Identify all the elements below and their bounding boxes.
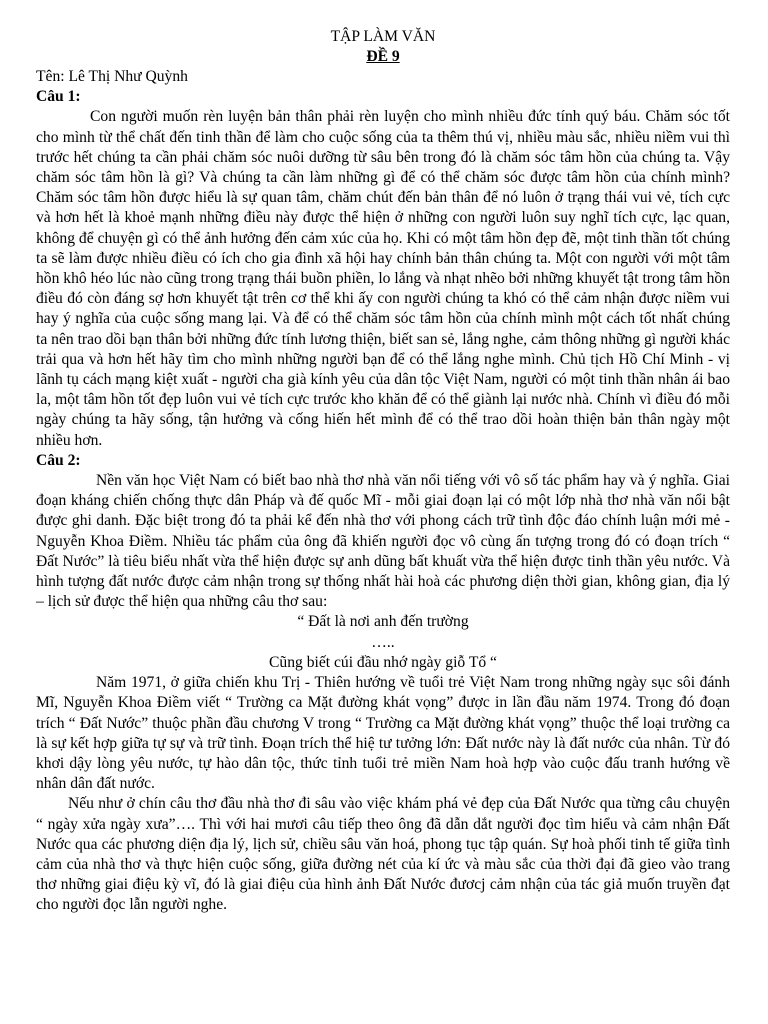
author-line: Tên: Lê Thị Như Quỳnh [36, 68, 188, 85]
section2-paragraph-2: Năm 1971, ở giữa chiến khu Trị - Thiên hướng về tuổi trẻ Việt Nam trong những ngày sục sôi đánh Mĩ, Nguyễn Khoa Điềm viết “ Trường ca Mặt đường khát vọng” được in lần đầu năm 1974. Trong đó đoạn trích “ Đất Nước” thuộc phần đầu chương V trong “ Trường ca Mặt đường khát vọng” thuộc thể loại trường ca là sự kết hợp giữa tự sự và trữ tình. Đoạn trích thể hiệ tư tưởng lớn: Đất nước này là đất nước của nhân. Từ đó khơi dậy lòng yêu nước, tự hào dân tộc, thức tỉnh tuổi trẻ miền Nam hoà hợp vào cuộc đấu tranh hướng về nhân dân đất nước. [36, 674, 730, 793]
section2-paragraph-3: Nếu như ở chín câu thơ đầu nhà thơ đi sâu vào việc khám phá vẻ đẹp của Đất Nước qua từng câu chuyện “ ngày xửa ngày xưa”…. Thì với hai mươi câu tiếp theo ông đã dẫn dắt người đọc tìm hiểu và cảm nhận Đất Nước qua các phương diện địa lý, lịch sử, chiều sâu văn hoá, phong tục tập quán. Sự hoà phối tinh tế giữa tình cảm của nhà thơ và thực hiện cuộc sống, giữa đường nét của kí ức và màu sắc của thời đại đã gieo vào trang thơ những giai điệu kỳ vĩ, đó là giai điệu của hình ảnh Đất Nước đươcj cảm nhận của tác giả muốn truyền đạt cho người đọc lẫn người nghe. [36, 795, 730, 914]
section2-paragraph-1: Nền văn học Việt Nam có biết bao nhà thơ nhà văn nổi tiếng với vô số tác phẩm hay và ý nghĩa. Giai đoạn kháng chiến chống thực dân Pháp và đế quốc Mĩ - mỗi giai đoạn lại có một lớp nhà thơ nhà văn nổi bật được ghi danh. Đặc biệt trong đó ta phải kể đến nhà thơ với phong cách trữ tình độc đáo chính luận mới mẻ - Nguyễn Khoa Điềm. Nhiều tác phẩm của ông đã khiến người đọc vô cùng ấn tượng trong đó có đoạn trích “ Đất Nước” là tiêu biểu nhất vừa thể hiện được sự anh dũng bất khuất vừa thể hiện được tinh thần yêu nước. Và hình tượng đất nước được cảm nhận trong sự thống nhất hài hoà các phương diện thời gian, không gian, địa lý – lịch sử được thể hiện qua những câu thơ sau: [36, 472, 730, 611]
poem-line-2: Cũng biết cúi đầu nhớ ngày giỗ Tổ “ [269, 653, 497, 671]
section2-heading: Câu 2: [36, 451, 81, 469]
document-subtitle: ĐỀ 9 [366, 48, 400, 65]
poem-ellipsis: ….. [371, 633, 395, 651]
document-page [36, 26, 730, 916]
section1-paragraph: Con người muốn rèn luyện bản thân phải rèn luyện cho mình nhiều đức tính quý báu. Chăm sóc tốt cho mình từ thể chất đến tinh thần để làm cho cuộc sống của ta thêm thú vị, nhiều màu sắc, nhiều niềm vui thì trước hết chúng ta cần phải chăm sóc nuôi dưỡng từ sâu bên trong đó là chăm sóc tâm hồn của chúng ta. Vậy chăm sóc tâm hồn là gì? Và chúng ta cần làm những gì để có thể chăm sóc được tâm hồn của chính mình? Chăm sóc tâm hồn được hiểu là sự quan tâm, chăm chút đến bản thân để nó luôn ở trạng thái vui vẻ, tích cực và hơn hết là khoẻ mạnh những điều này được thể hiện ở những con người luôn suy nghĩ tích cực, lạc quan, không để chuyện gì có thể ảnh hưởng đến cảm xúc của họ. Khi có một tâm hồn đẹp đẽ, một tinh thần tốt chúng ta sẽ làm được nhiều điều có ích cho gia đình xã hội hay chính bản thân chúng ta. Một con người với một tâm hồn khô héo lúc nào cũng trong trạng thái buồn phiền, lo lắng và nhạt nhẽo bởi những khuyết tật trong tâm hồn điều đó còn đáng sợ hơn khuyết tật trên cơ thể khi ấy con người chúng ta khó có thể cảm nhận được niềm vui hay ý nghĩa của cuộc sống mang lại. Và để có thể chăm sóc tâm hồn của chính mình một cách tốt nhất chúng ta nên trao dồi bạn thân bởi những đức tính lương thiện, biết san sẻ, lắng nghe, cảm thông những gì người khác trải qua và hơn hết hãy tìm cho mình những người bạn để có thể lắng nghe mình. Chủ tịch Hồ Chí Minh - vị lãnh tụ cách mạng kiệt xuất - người cha già kính yêu của dân tộc Việt Nam, người có một tinh thần nhân ái bao la, một tâm hồn tốt đẹp luôn vui vẻ tích cực trước kho khăn để có thể giành lại nước nhà. Chính vì điều đó mỗi ngày chúng ta hãy sống, tận hưởng và cống hiến hết mình để có thể trao dồi hoàn thiện bản thân ngày một nhiều hơn. [36, 108, 730, 449]
document-title: TẬP LÀM VĂN [330, 28, 436, 45]
poem-line-1: “ Đất là nơi anh đến trường [297, 613, 469, 631]
section1-heading: Câu 1: [36, 88, 81, 106]
